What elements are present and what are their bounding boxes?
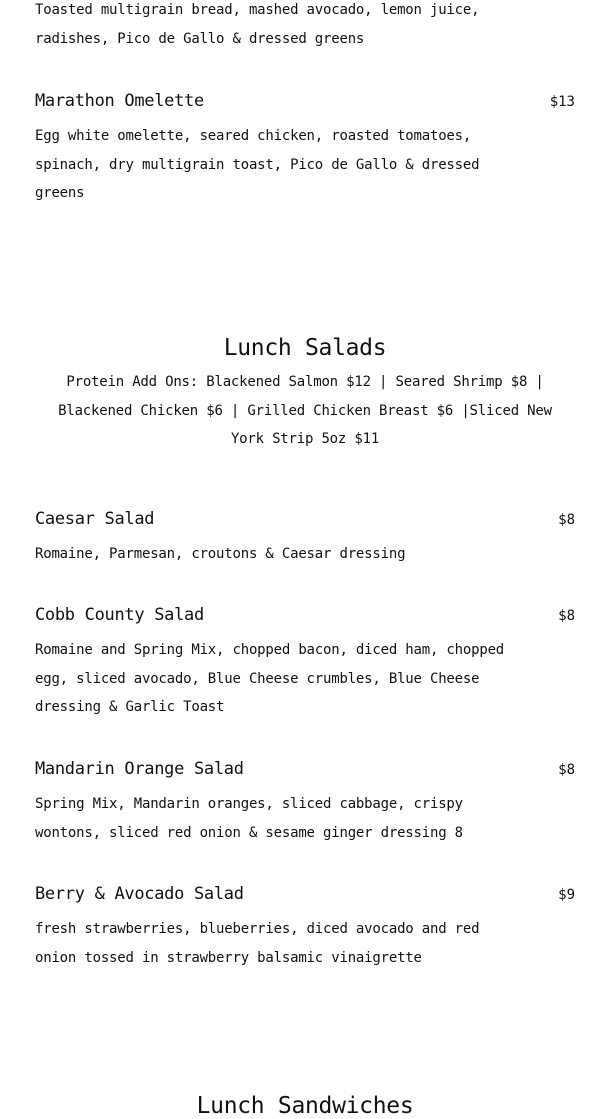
menu-item-marathon-omelette xyxy=(35,91,575,208)
item-price: $8 xyxy=(558,608,575,624)
section-title-lunch-sandwiches: Lunch Sandwiches xyxy=(196,1093,414,1119)
menu-item-cobb-county-salad xyxy=(35,605,575,722)
item-price: $8 xyxy=(558,512,575,528)
menu-item-caesar-salad xyxy=(35,509,575,569)
item-description: Egg white omelette, seared chicken, roasted tomatoes, spinach, dry multigrain toast, Pico de Gallo & dressed greens xyxy=(35,128,480,202)
menu-item-mandarin-orange-salad xyxy=(35,759,575,847)
menu-item-berry-avocado-salad xyxy=(35,884,575,972)
item-name: Berry & Avocado Salad xyxy=(35,884,244,904)
protein-add-ons-note: Protein Add Ons: Blackened Salmon $12 | Seared Shrimp $8 | Blackened Chicken $6 | Grilled Chicken Breast $6 |Sliced New York Strip 5oz $11 xyxy=(58,374,552,447)
item-name: Cobb County Salad xyxy=(35,605,204,625)
item-name: Marathon Omelette xyxy=(35,91,204,111)
item-description: Toasted multigrain bread, mashed avocado, lemon juice, radishes, Pico de Gallo & dressed greens xyxy=(35,2,480,47)
item-description: Romaine and Spring Mix, chopped bacon, diced ham, chopped egg, sliced avocado, Blue Cheese crumbles, Blue Cheese dressing & Garlic Toast xyxy=(35,642,505,716)
item-price: $13 xyxy=(549,94,575,110)
item-price: $8 xyxy=(558,762,575,778)
item-description: Romaine, Parmesan, croutons & Caesar dressing xyxy=(35,546,406,562)
item-description: fresh strawberries, blueberries, diced avocado and red onion tossed in strawberry balsamic vinaigrette xyxy=(35,921,480,966)
item-description: Spring Mix, Mandarin oranges, sliced cabbage, crispy wontons, sliced red onion & sesame ginger dressing 8 xyxy=(35,796,463,841)
item-name: Caesar Salad xyxy=(35,509,155,529)
item-price: $9 xyxy=(558,887,575,903)
section-title-lunch-salads: Lunch Salads xyxy=(223,335,387,361)
item-name: Mandarin Orange Salad xyxy=(35,759,244,779)
